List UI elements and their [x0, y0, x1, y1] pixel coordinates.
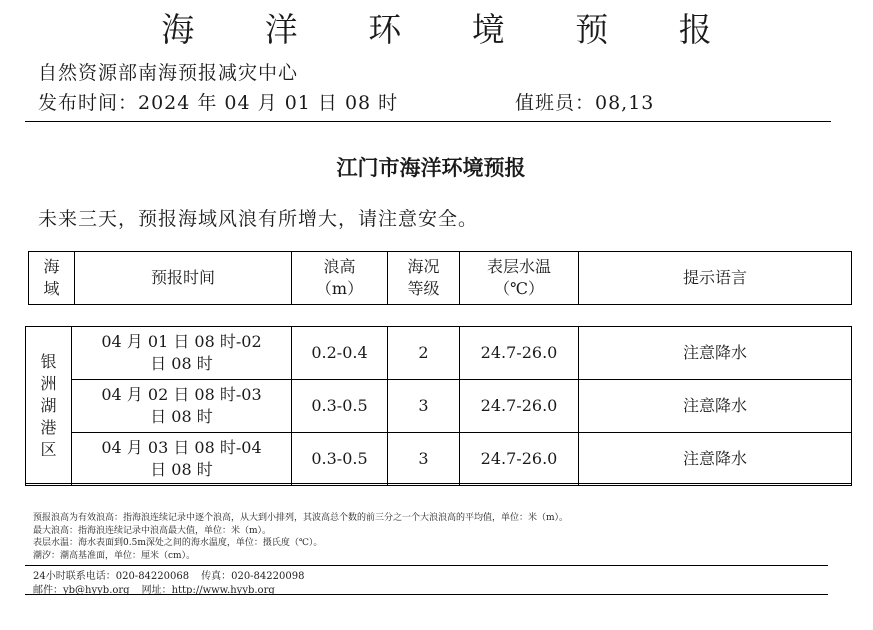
- cell-tip: 注意降水: [579, 433, 852, 486]
- footnotes: [33, 512, 568, 562]
- main-title: 海 洋 环 境 预 报: [161, 10, 742, 49]
- cell-time: 04 月 02 日 08 时-03 日 08 时: [72, 380, 292, 433]
- contact-divider-bottom: [25, 594, 828, 595]
- notes-divider: [25, 483, 851, 484]
- cell-time: 04 月 03 日 08 时-04 日 08 时: [72, 433, 292, 486]
- header-area: 海 域: [29, 252, 75, 305]
- header-wave: 浪高 （m）: [292, 252, 388, 305]
- footnote-tide: 潮汐：潮高基准面，单位：厘米（cm）。: [33, 550, 196, 561]
- cell-wave: 0.3-0.5: [292, 433, 388, 486]
- table-row: [26, 380, 852, 433]
- cell-sea-state: 2: [388, 327, 460, 380]
- contact-fax: 传真：020-84220098: [201, 571, 305, 582]
- contact-email[interactable]: 邮件：yb@hyyb.org: [33, 585, 130, 596]
- publish-time: 发布时间：2024 年 04 月 01 日 08 时: [38, 92, 399, 114]
- contact-phone: 24小时联系电话：020-84220068: [33, 571, 190, 582]
- duty-officer: 值班员：08,13: [515, 92, 655, 114]
- cell-water-temp: 24.7-26.0: [460, 380, 579, 433]
- table-row: [26, 433, 852, 486]
- cell-wave: 0.3-0.5: [292, 380, 388, 433]
- report-summary: 未来三天，预报海域风浪有所增大，请注意安全。: [38, 208, 479, 230]
- table-row: [26, 327, 852, 380]
- area-name: 银 洲 湖 港 区: [26, 327, 72, 486]
- cell-wave: 0.2-0.4: [292, 327, 388, 380]
- cell-sea-state: 3: [388, 433, 460, 486]
- header-water-temp: 表层水温 （℃）: [460, 252, 579, 305]
- header-divider: [25, 121, 831, 122]
- report-title: 江门市海洋环境预报: [336, 155, 526, 180]
- footnote-wave-height: 预报浪高为有效浪高：指海浪连续记录中逐个浪高，从大到小排列，其波高总个数的前三分之一个大浪浪高的平均值，单位：米（m）。: [33, 513, 569, 523]
- cell-tip: 注意降水: [579, 327, 852, 380]
- header-time: 预报时间: [75, 252, 292, 305]
- cell-tip: 注意降水: [579, 380, 852, 433]
- cell-time: 04 月 01 日 08 时-02 日 08 时: [72, 327, 292, 380]
- contact-line-1: [33, 567, 304, 582]
- cell-water-temp: 24.7-26.0: [460, 327, 579, 380]
- organization-name: 自然资源部南海预报减灾中心: [38, 62, 299, 84]
- header-sea-state: 海况 等级: [388, 252, 460, 305]
- forecast-table-header: [28, 251, 852, 305]
- footnote-max-wave: 最大浪高：指海浪连续记录中浪高最大值，单位：米（m）。: [33, 525, 272, 536]
- cell-water-temp: 24.7-26.0: [460, 433, 579, 486]
- cell-sea-state: 3: [388, 380, 460, 433]
- footnote-water-temp: 表层水温：海水表面到0.5m深处之间的海水温度，单位：摄氏度（℃）。: [33, 538, 323, 548]
- contact-website[interactable]: 网址：http://www.hyyb.org: [141, 585, 275, 596]
- header-tip: 提示语言: [579, 252, 852, 305]
- forecast-table: [25, 326, 852, 486]
- contact-divider-top: [25, 565, 828, 566]
